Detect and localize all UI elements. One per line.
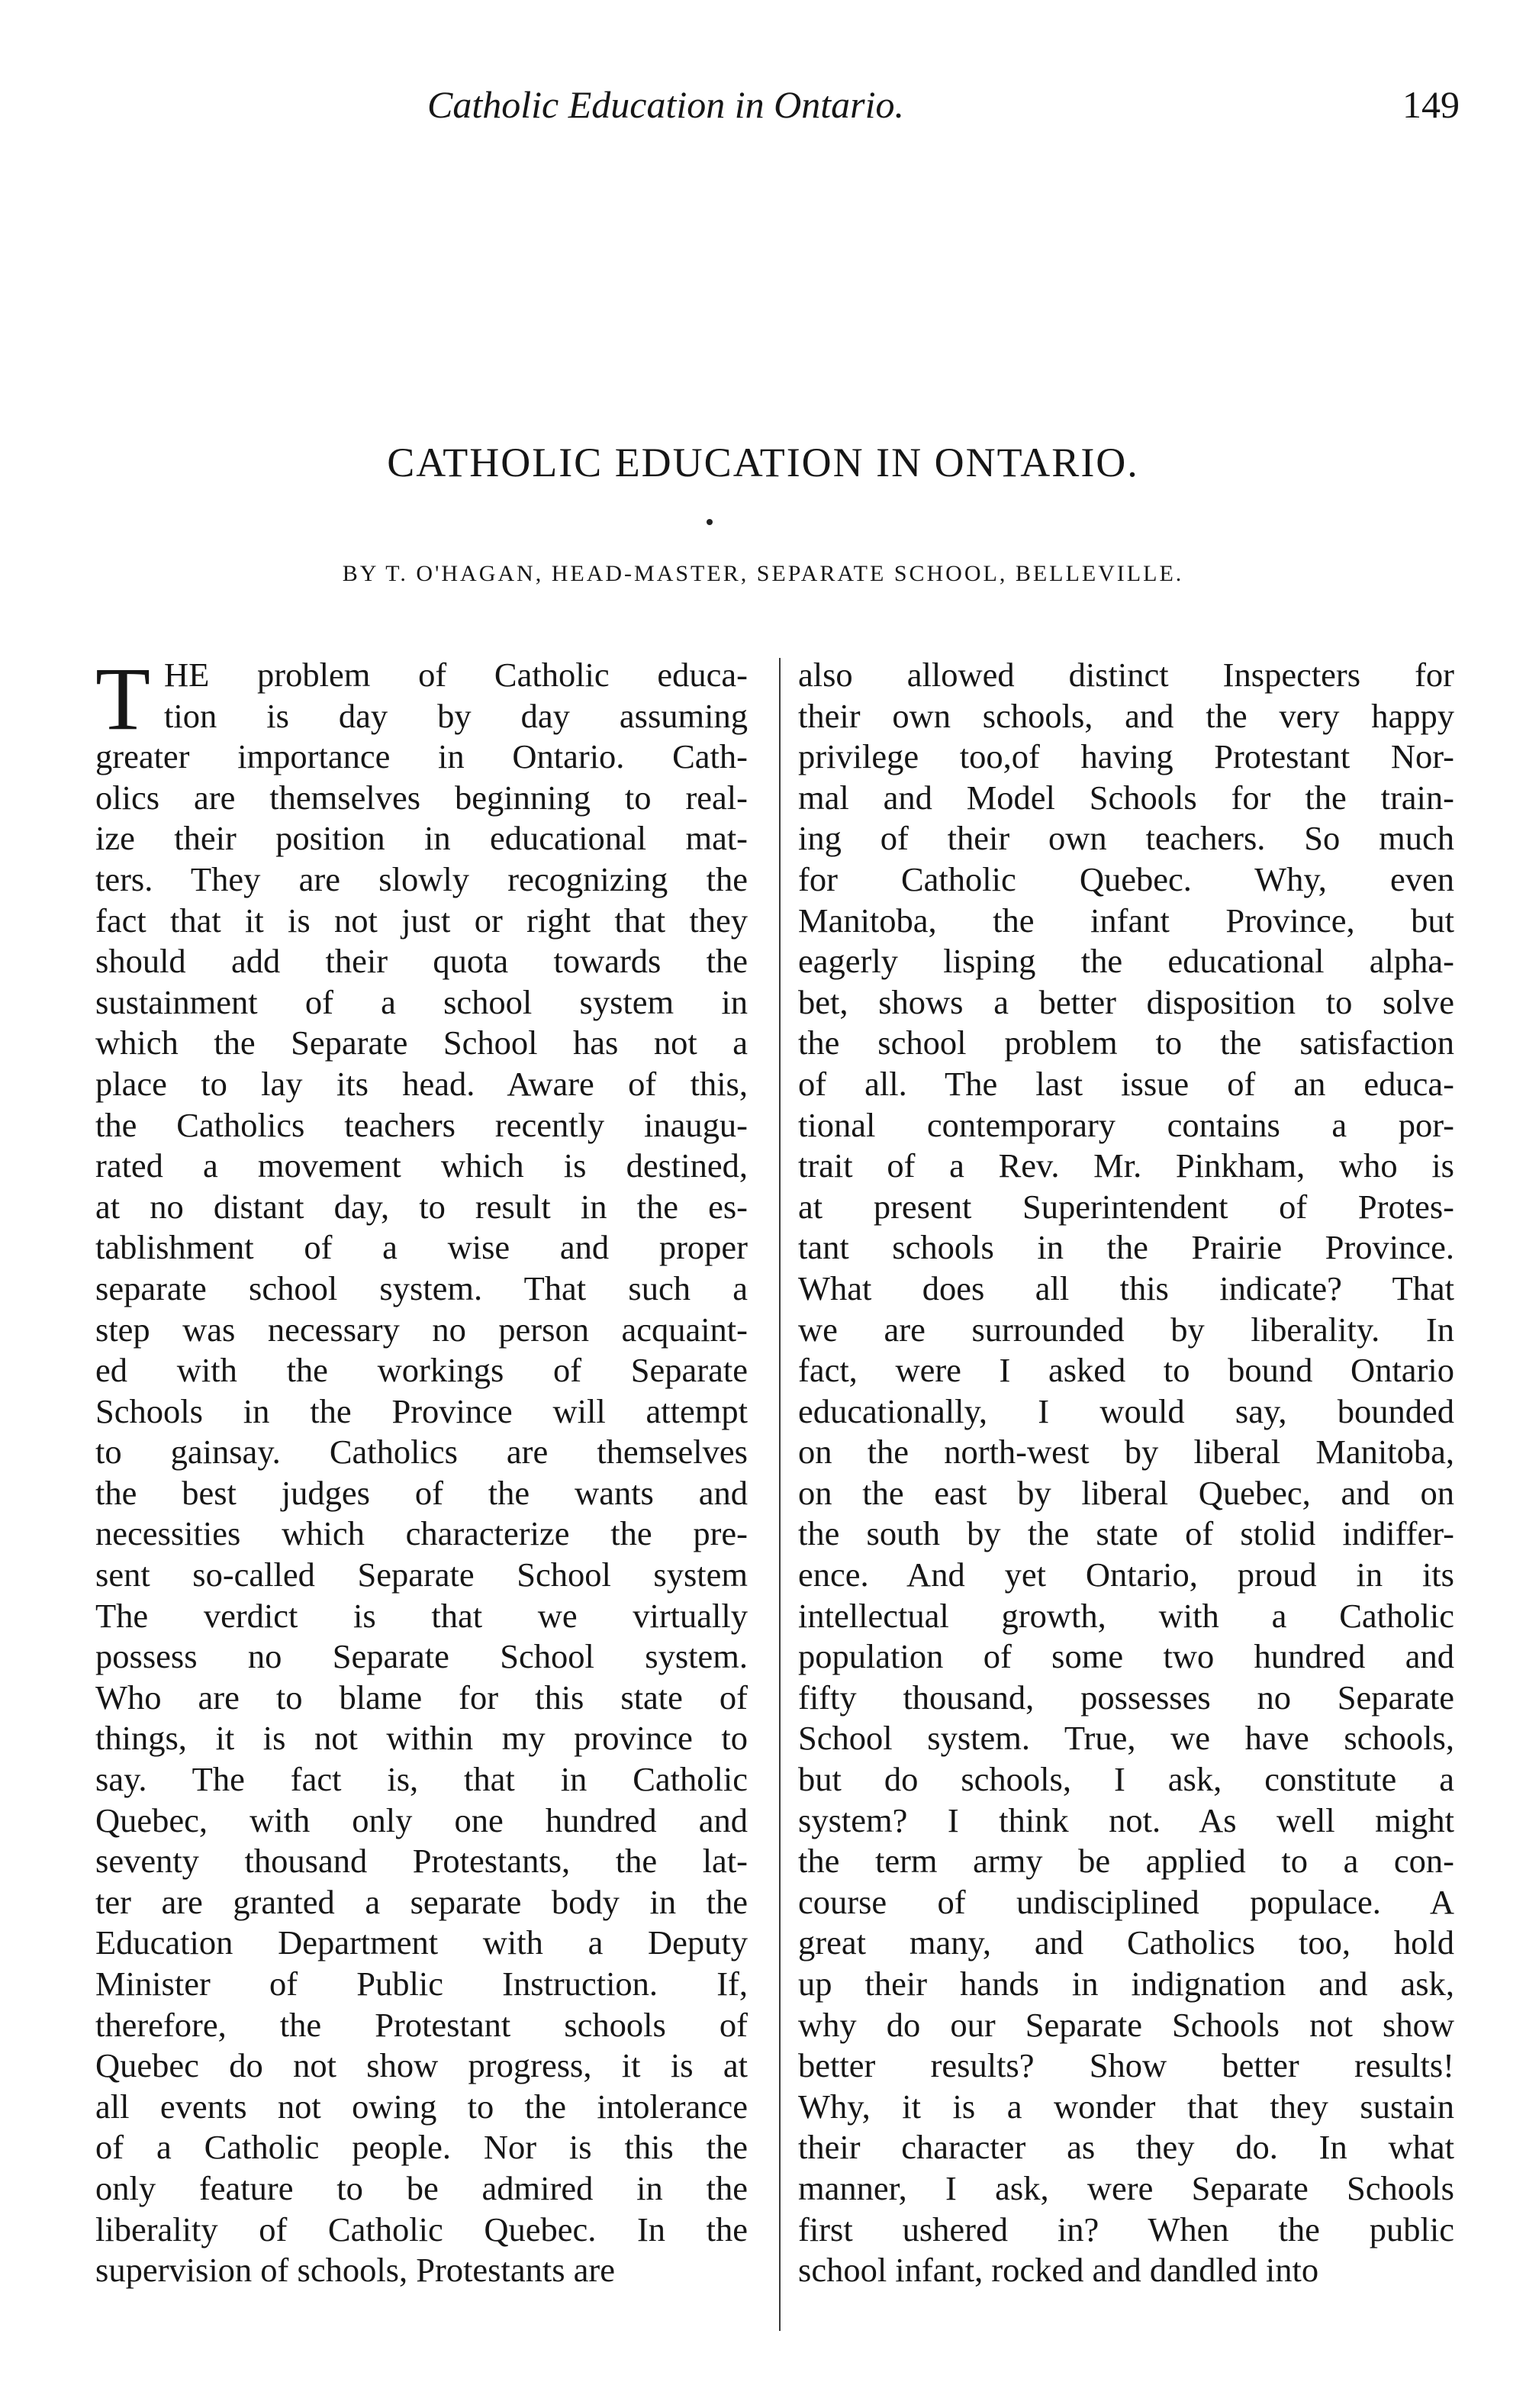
text-line: system? I think not. As well might bbox=[798, 1800, 1454, 1839]
text-line: What does all this indicate? That bbox=[798, 1268, 1454, 1307]
text-line: bet, shows a better disposition to solve bbox=[798, 982, 1454, 1021]
text-line: better results? Show better results! bbox=[798, 2046, 1454, 2085]
text-line: step was necessary no person acquaint- bbox=[95, 1310, 748, 1349]
text-line: population of some two hundred and bbox=[798, 1637, 1454, 1676]
text-line: separate school system. That such a bbox=[95, 1268, 748, 1307]
text-line: the best judges of the wants and bbox=[95, 1473, 748, 1512]
text-line: Quebec, with only one hundred and bbox=[95, 1800, 748, 1839]
text-line: tional contemporary contains a por- bbox=[798, 1105, 1454, 1144]
text-line: Manitoba, the infant Province, but bbox=[798, 901, 1454, 940]
text-line: Why, it is a wonder that they sustain bbox=[798, 2087, 1454, 2126]
text-line: tion is day by day assuming bbox=[164, 696, 748, 735]
text-line: should add their quota towards the bbox=[95, 942, 748, 981]
text-line: ter are granted a separate body in the bbox=[95, 1882, 748, 1921]
text-line: on the north-west by liberal Manitoba, bbox=[798, 1433, 1454, 1472]
text-line: trait of a Rev. Mr. Pinkham, who is bbox=[798, 1146, 1454, 1185]
text-line: seventy thousand Protestants, the lat- bbox=[95, 1842, 748, 1881]
text-line: manner, I ask, were Separate Schools bbox=[798, 2168, 1454, 2207]
drop-cap: T bbox=[95, 649, 151, 749]
text-line: the school problem to the satisfaction bbox=[798, 1023, 1454, 1062]
text-line: intellectual growth, with a Catholic bbox=[798, 1596, 1454, 1635]
text-line: school infant, rocked and dandled into bbox=[798, 2251, 1319, 2290]
text-line: first ushered in? When the public bbox=[798, 2210, 1454, 2248]
text-line: greater importance in Ontario. Cath- bbox=[95, 737, 748, 776]
text-line: place to lay its head. Aware of this, bbox=[95, 1064, 748, 1103]
ornament-dot bbox=[707, 519, 713, 525]
text-line: educationally, I would say, bounded bbox=[798, 1391, 1454, 1430]
text-line: only feature to be admired in the bbox=[95, 2168, 748, 2207]
text-line: sustainment of a school system in bbox=[95, 982, 748, 1021]
text-line: up their hands in indignation and ask, bbox=[798, 1965, 1454, 2003]
text-line: their character as they do. In what bbox=[798, 2128, 1454, 2167]
text-line: the term army be applied to a con- bbox=[798, 1842, 1454, 1881]
text-line: of all. The last issue of an educa- bbox=[798, 1064, 1454, 1103]
text-line: therefore, the Protestant schools of bbox=[95, 2005, 748, 2044]
text-line: all events not owing to the intolerance bbox=[95, 2087, 748, 2126]
text-line: HE problem of Catholic educa- bbox=[164, 656, 748, 694]
text-line: ed with the workings of Separate bbox=[95, 1351, 748, 1390]
right-text-column bbox=[798, 655, 1454, 2291]
text-line: olics are themselves beginning to real- bbox=[95, 778, 748, 817]
text-line: supervision of schools, Protestants are bbox=[95, 2251, 615, 2290]
text-line: the Catholics teachers recently inaugu- bbox=[95, 1105, 748, 1144]
text-line: eagerly lisping the educational alpha- bbox=[798, 942, 1454, 981]
text-line: ing of their own teachers. So much bbox=[798, 819, 1454, 858]
text-line: Who are to blame for this state of bbox=[95, 1678, 748, 1717]
text-line: liberality of Catholic Quebec. In the bbox=[95, 2210, 748, 2248]
text-line: to gainsay. Catholics are themselves bbox=[95, 1433, 748, 1472]
text-line: say. The fact is, that in Catholic bbox=[95, 1760, 748, 1799]
text-line: great many, and Catholics too, hold bbox=[798, 1923, 1454, 1962]
text-line: the south by the state of stolid indiffer- bbox=[798, 1514, 1454, 1553]
text-line: possess no Separate School system. bbox=[95, 1637, 748, 1676]
text-line: ize their position in educational mat- bbox=[95, 819, 748, 858]
text-line: on the east by liberal Quebec, and on bbox=[798, 1473, 1454, 1512]
column-divider bbox=[779, 658, 781, 2331]
text-line: ence. And yet Ontario, proud in its bbox=[798, 1555, 1454, 1594]
text-line: which the Separate School has not a bbox=[95, 1023, 748, 1062]
text-line: Schools in the Province will attempt bbox=[95, 1391, 748, 1430]
text-line: rated a movement which is destined, bbox=[95, 1146, 748, 1185]
article-title: CATHOLIC EDUCATION IN ONTARIO. bbox=[387, 440, 1139, 485]
text-line: necessities which characterize the pre- bbox=[95, 1514, 748, 1553]
text-line: course of undisciplined populace. A bbox=[798, 1882, 1454, 1921]
running-title: Catholic Education in Ontario. bbox=[427, 83, 904, 126]
text-line: but do schools, I ask, constitute a bbox=[798, 1760, 1454, 1799]
text-line: of a Catholic people. Nor is this the bbox=[95, 2128, 748, 2167]
text-line: why do our Separate Schools not show bbox=[798, 2005, 1454, 2044]
article-byline: BY T. O'HAGAN, HEAD-MASTER, SEPARATE SCHOOL, BELLEVILLE. bbox=[342, 561, 1184, 586]
text-line: sent so-called Separate School system bbox=[95, 1555, 748, 1594]
text-line: fact that it is not just or right that they bbox=[95, 901, 748, 940]
page-number: 149 bbox=[1402, 83, 1460, 126]
text-line: tablishment of a wise and proper bbox=[95, 1228, 748, 1267]
text-line: School system. True, we have schools, bbox=[798, 1719, 1454, 1758]
text-line: tant schools in the Prairie Province. bbox=[798, 1228, 1454, 1267]
text-line: Quebec do not show progress, it is at bbox=[95, 2046, 748, 2085]
running-head bbox=[0, 82, 1526, 143]
text-line: for Catholic Quebec. Why, even bbox=[798, 859, 1454, 898]
text-line: ters. They are slowly recognizing the bbox=[95, 859, 748, 898]
text-line: privilege too,of having Protestant Nor- bbox=[798, 737, 1454, 776]
text-line: Minister of Public Instruction. If, bbox=[95, 1965, 748, 2003]
text-line: things, it is not within my province to bbox=[95, 1719, 748, 1758]
text-line: The verdict is that we virtually bbox=[95, 1596, 748, 1635]
text-line: at no distant day, to result in the es- bbox=[95, 1187, 748, 1226]
text-line: Education Department with a Deputy bbox=[95, 1923, 748, 1962]
text-line: mal and Model Schools for the train- bbox=[798, 778, 1454, 817]
text-line: also allowed distinct Inspecters for bbox=[798, 656, 1454, 694]
text-line: fifty thousand, possesses no Separate bbox=[798, 1678, 1454, 1717]
left-text-column bbox=[95, 649, 748, 2291]
text-line: at present Superintendent of Protes- bbox=[798, 1187, 1454, 1226]
text-line: fact, were I asked to bound Ontario bbox=[798, 1351, 1454, 1390]
text-line: their own schools, and the very happy bbox=[798, 696, 1454, 735]
text-line: we are surrounded by liberality. In bbox=[798, 1310, 1454, 1349]
